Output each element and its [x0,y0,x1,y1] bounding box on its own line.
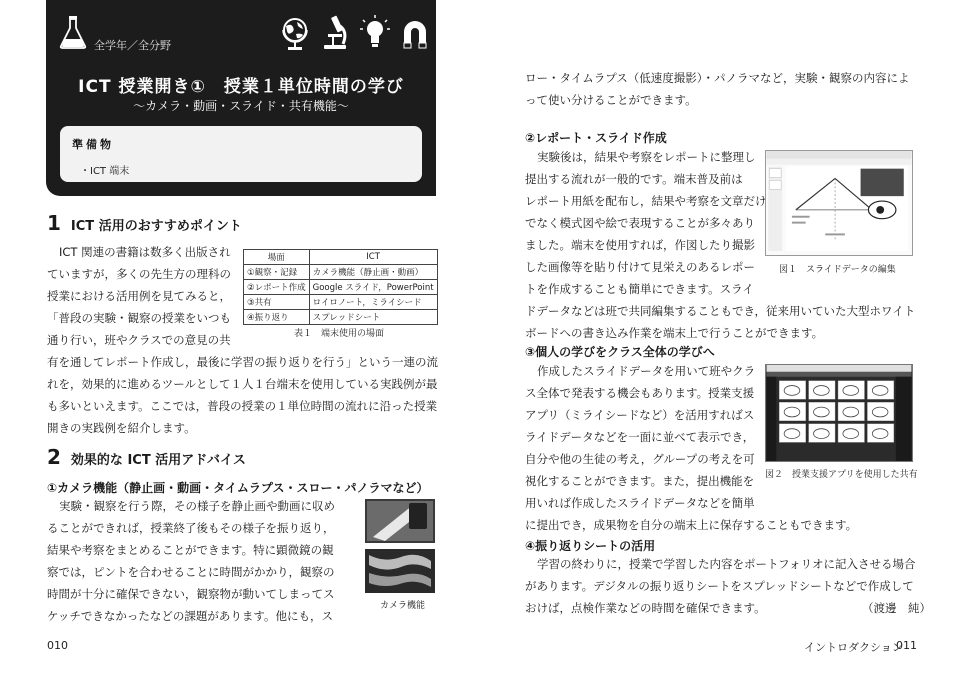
text-line: 察では，ピントを合わせることに時間がかかり，観察の [47,565,335,579]
table-cell: ①観察・記録 [244,265,310,280]
text-line: でなく模式図や絵で表現することが多々あり [525,216,755,230]
text-line: 自分や他の生徒の考え，グループの考えを可 [525,452,755,466]
microscope-icon [318,14,352,52]
materials-item: ・ICT 端末 [80,166,130,177]
text-line: 開きの実践例を紹介します。 [47,421,196,435]
grade-label: 全学年／全分野 [94,39,171,52]
text-line: 作成したスライドデータを用いて班やクラ [537,364,756,378]
text-line: 提出する流れが一般的です。端末普及前は [525,172,743,186]
text-line: って使い分けることができます。 [525,93,697,107]
table-row [244,265,438,280]
table-header-cell: 場面 [244,250,310,265]
text-line: ケッチできなかったなどの課題があります。他にも，ス [47,609,334,623]
text-line: 結果や考察をまとめることができます。特に顕微鏡の観 [47,543,334,557]
lesson-title: ICT 授業開き① 授業１単位時間の学び [78,77,404,97]
lesson-header [46,0,436,196]
reflection-subheading: ④振り返りシートの活用 [525,539,656,553]
sharing-subheading: ③個人の学びをクラス全体の学びへ [525,345,715,359]
classroom-app-screenshot [765,364,913,462]
text-line: おけば，点検作業などの時間を確保できます。 [525,601,766,615]
table-cell: ③共有 [244,295,310,310]
report-subheading: ②レポート・スライド作成 [525,131,667,145]
lightbulb-icon [358,14,392,52]
flask-icon [58,14,88,50]
table-cell: Google スライド，PowerPoint [309,280,437,295]
left-page-number: 010 [47,639,68,652]
author-credit: （渡邊 純） [862,601,931,615]
section-2-heading [47,445,246,469]
text-line: 「普段の実験・観察の授業をいつも [47,311,231,325]
text-line: 通り行い，班やクラスでの意見の共 [47,333,231,347]
text-line: 実験・観察を行う際，その様子を静止画や動画に収め [59,499,335,513]
text-line: も多いといえます。ここでは，普段の授業の１単位時間の流れに沿った授業 [47,399,438,413]
text-line: ボードへの書き込み作業を端末上で行うことができます。 [525,326,824,340]
camera-photo-image [365,499,435,593]
text-line: した画像等を貼り付けて見栄えのあるレポー [525,260,755,274]
figure-2-caption: 図２ 授業支援アプリを使用した共有 [765,470,918,480]
table-header-cell: ICT [309,250,437,265]
text-line: ロー・タイムラプス（低速度撮影）・パノラマなど，実験・観察の内容によ [525,71,910,85]
section-1-heading [47,211,242,235]
table-row [244,295,438,310]
running-footer-label: イントロダクション [804,641,903,654]
right-page-number: 011 [896,639,917,652]
materials-label: 準備物 [72,138,114,151]
table-cell: ②レポート作成 [244,280,310,295]
text-line: レポート用紙を配布し，結果や考察を文章だけ [525,194,767,208]
device-usage-table [243,249,438,325]
table-cell: ロイロノート，ミライシード [309,295,437,310]
text-line: トを作成することも簡単にできます。スライ [525,282,754,296]
text-line: 有を通してレポート作成し，最後に学習の振り返りを行う」という一連の流 [47,355,438,369]
slide-editor-screenshot [765,150,913,256]
section-2-title: 効果的な ICT 活用アドバイス [70,453,246,468]
camera-subheading: ①カメラ機能（静止画・動画・タイムラプス・スロー・パノラマなど） [47,481,429,495]
table-row [244,280,438,295]
section-1-title: ICT 活用のおすすめポイント [70,219,242,234]
text-line: れを，効果的に進めるツールとして１人１台端末を使用している実践例が最 [47,377,438,391]
photo-caption: カメラ機能 [380,601,426,611]
table-header-row [244,250,438,265]
camera-continuation [525,67,910,111]
text-line: ドデータなどは班で共同編集することもでき，従来用いていた大型ホワイト [525,304,916,318]
table-caption: 表１ 端末使用の場面 [294,329,385,339]
text-line: ました。端末を使用すれば，作図したり撮影 [525,238,755,252]
section-2-body [47,495,335,627]
lesson-subtitle: ～カメラ・動画・スライド・共有機能～ [133,99,349,113]
section-1-number: 1 [47,211,61,235]
text-line: ス全体で発表する機会もあります。授業支援 [525,386,755,400]
magnet-icon [398,14,432,52]
text-line: があります。デジタルの振り返りシートをスプレッドシートなどで作成して [525,579,914,593]
text-line: に提出でき，成果物を自分の端末上に保存することもできます。 [525,518,858,532]
table-cell: スプレッドシート [309,310,437,325]
table-cell: カメラ機能（静止画・動画） [309,265,437,280]
globe-icon [278,14,312,52]
header-top-bar [46,0,436,56]
text-line: 学習の終わりに，授業で学習した内容をポートフォリオに記入させる場合 [537,557,916,571]
figure-1-caption: 図１ スライドデータの編集 [779,265,896,275]
text-line: ライドデータなどを一面に並べて表示でき， [525,430,755,444]
table-cell: ④振り返り [244,310,310,325]
text-line: 実験後は，結果や考察をレポートに整理し [537,150,756,164]
text-line: ICT 関連の書籍は数多く出版され [59,245,231,259]
table-row [244,310,438,325]
text-line: 時間が十分に確保できない，観察物が動いてしまってス [47,587,335,601]
section-2-number: 2 [47,445,61,469]
text-line: アプリ（ミライシードなど）を活用すればス [525,408,755,422]
text-line: ることができれば，授業終了後もその様子を振り返り， [47,521,335,535]
text-line: 用いれば作成したスライドデータなどを簡単 [525,496,755,510]
text-line: 授業における活用例を見てみると， [47,289,231,303]
text-line: ていますが，多くの先生方の理科の [47,267,231,281]
materials-box [60,126,422,182]
text-line: 視化することができます。また，提出機能を [525,474,755,488]
reflection-body [525,553,915,619]
